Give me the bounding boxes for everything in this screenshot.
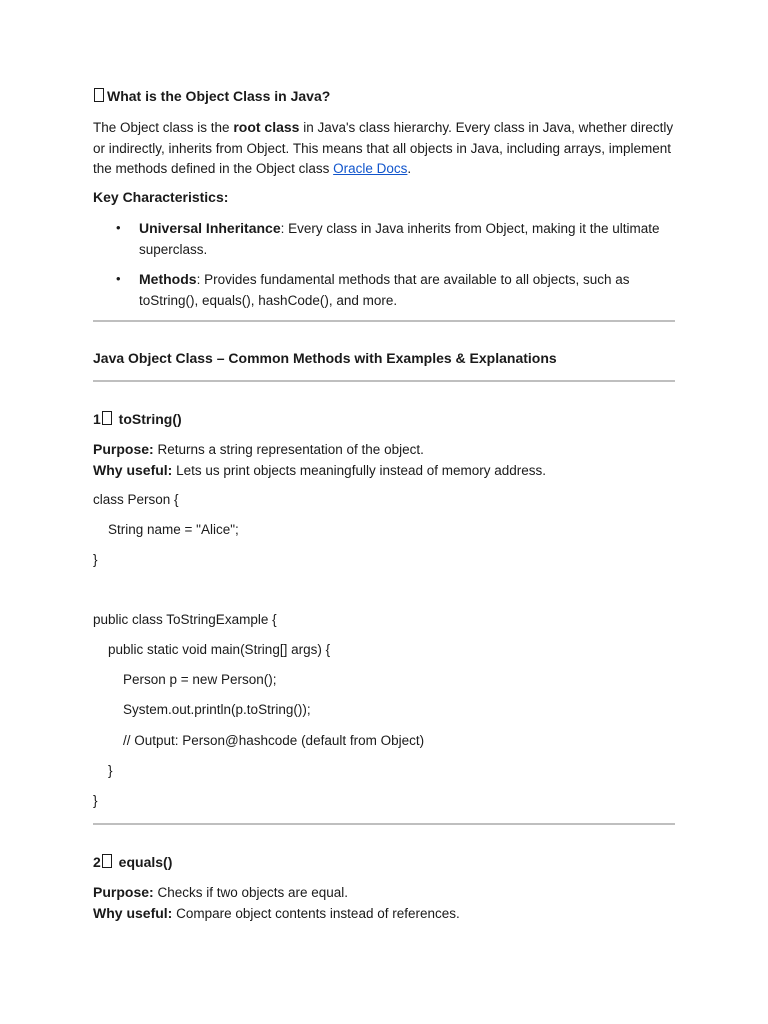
key-characteristics-heading: Key Characteristics:: [93, 189, 229, 205]
code-line: System.out.println(p.toString());: [93, 702, 311, 717]
horizontal-rule: [93, 380, 675, 382]
code-line: public class ToStringExample {: [93, 612, 277, 627]
code-line: class Person {: [93, 492, 179, 507]
code-line: Person p = new Person();: [93, 672, 277, 687]
oracle-docs-link[interactable]: Oracle Docs: [333, 161, 408, 176]
equals-why-useful: Why useful: Compare object contents instead of references.: [93, 905, 460, 921]
code-line: public static void main(String[] args) {: [93, 642, 331, 657]
horizontal-rule: [93, 823, 675, 825]
intro-paragraph: The Object class is the root class in Java's class hierarchy. Every class in Java, whether directly or indirectly, inherits from Object. This means that all objects in Java, including arrays, implement the methods defined in the Object class Oracle Docs.: [93, 119, 674, 176]
bullet-icon: •: [116, 271, 121, 286]
code-line: }: [93, 552, 98, 567]
method-heading-tostring: 1 toString(): [93, 411, 182, 427]
list-item: • Methods: Provides fundamental methods that are available to all objects, such as toString(), equals(), hashCode(), and more.: [116, 271, 630, 308]
tostring-purpose: Purpose: Returns a string representation of the object.: [93, 441, 424, 457]
horizontal-rule: [93, 320, 675, 322]
missing-glyph-icon: [102, 854, 112, 868]
missing-glyph-icon: [94, 88, 104, 102]
equals-purpose: Purpose: Checks if two objects are equal.: [93, 884, 349, 900]
code-line: }: [93, 793, 98, 808]
section-heading-common-methods: Java Object Class – Common Methods with Examples & Explanations: [93, 350, 557, 366]
bullet-icon: •: [116, 220, 121, 235]
tostring-why-useful: Why useful: Lets us print objects meaningfully instead of memory address.: [93, 462, 547, 478]
code-line: String name = "Alice";: [93, 522, 239, 537]
code-line: }: [93, 763, 113, 778]
section-heading-object-class: What is the Object Class in Java?: [93, 88, 330, 104]
list-item: • Universal Inheritance: Every class in Java inherits from Object, making it the ultimate superclass.: [116, 220, 660, 257]
missing-glyph-icon: [102, 411, 112, 425]
method-heading-equals: 2 equals(): [93, 854, 173, 870]
code-line: // Output: Person@hashcode (default from Object): [93, 733, 425, 748]
